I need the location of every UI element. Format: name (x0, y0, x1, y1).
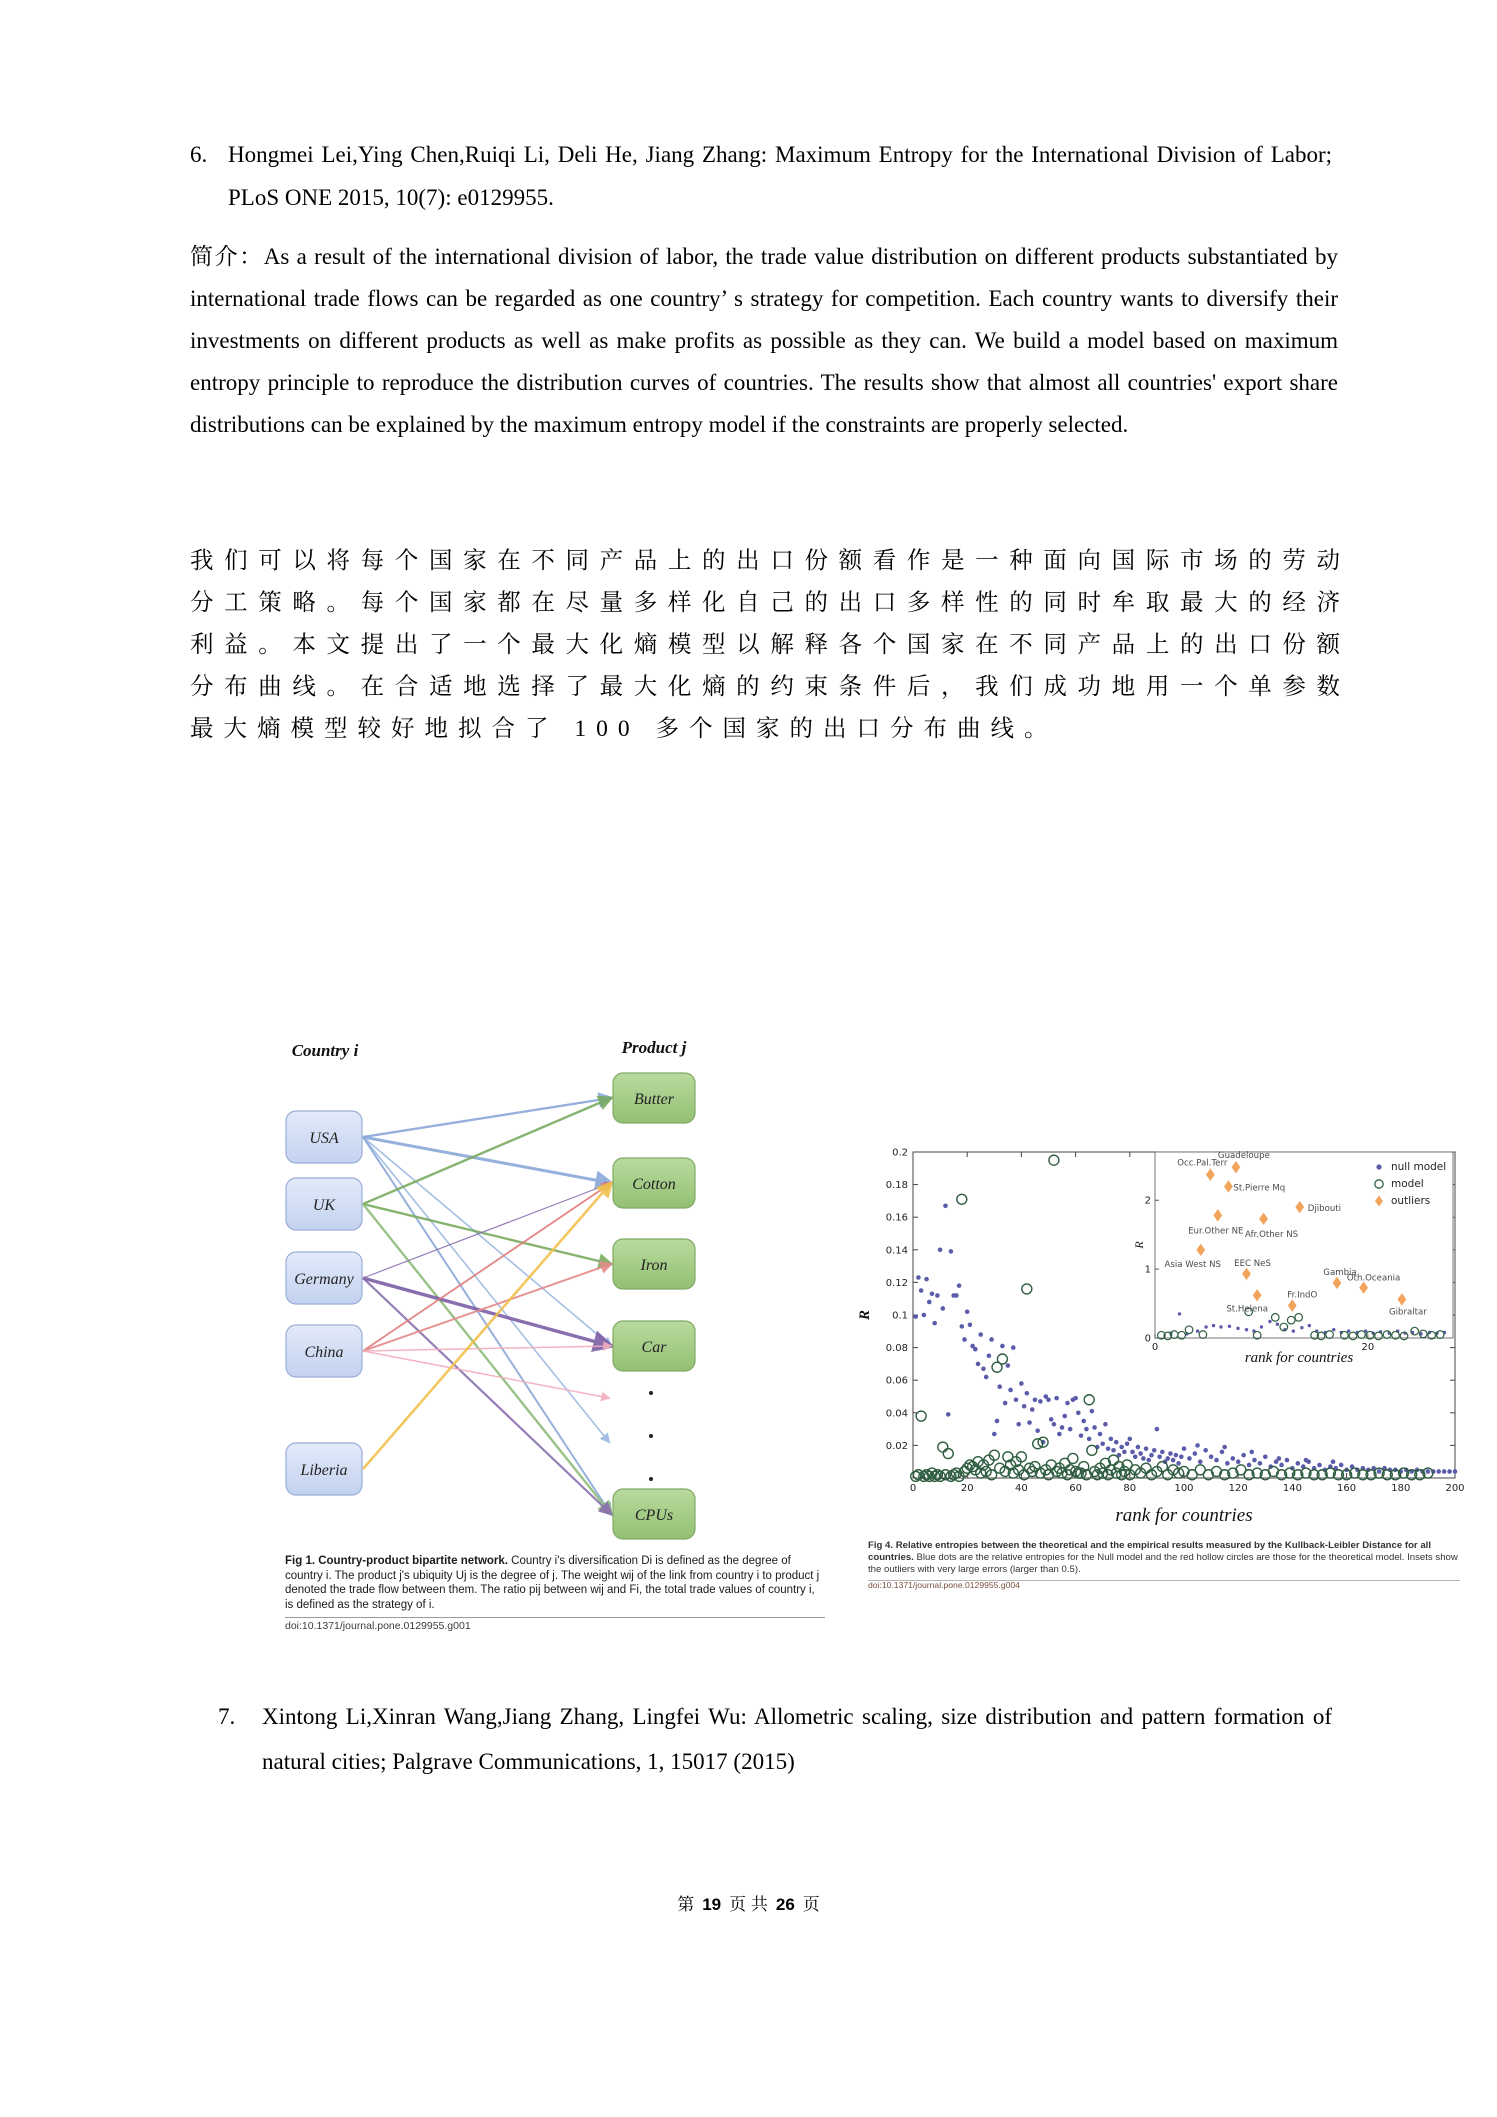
svg-text:outliers: outliers (1391, 1195, 1431, 1207)
svg-text:0: 0 (909, 1483, 917, 1494)
svg-text:1: 1 (1144, 1264, 1151, 1276)
svg-text:2: 2 (1144, 1195, 1151, 1207)
outlier-label: Eur.Other NE (1188, 1226, 1244, 1237)
footer-suffix: 页 (802, 1895, 820, 1914)
outlier-label: Occ.Pal.Terr (1177, 1158, 1228, 1169)
fig4-xlabel: rank for countries (1115, 1505, 1253, 1526)
svg-text:0.18: 0.18 (885, 1180, 908, 1192)
svg-text:20: 20 (960, 1483, 974, 1494)
fig1-ellipsis-dot (649, 1391, 653, 1395)
outlier-label: St.Pierre Mq (1233, 1183, 1286, 1194)
svg-text:0.16: 0.16 (885, 1212, 908, 1224)
fig4-scatter-plot-figure (855, 1138, 1465, 1536)
outlier-label: EEC NeS (1234, 1258, 1271, 1269)
intro-paragraph (190, 236, 1338, 446)
outlier-label: Gambia (1323, 1267, 1357, 1278)
svg-text:100: 100 (1174, 1483, 1194, 1494)
fig1-left-column-title: Country i (291, 1041, 359, 1060)
legend-null-model-marker (1376, 1164, 1381, 1169)
outlier-label: Asia West NS (1164, 1259, 1222, 1270)
svg-text:0: 0 (1151, 1342, 1159, 1353)
svg-text:Germany: Germany (294, 1271, 354, 1288)
svg-text:model: model (1391, 1178, 1424, 1190)
citation-6-text: Hongmei Lei,Ying Chen,Ruiqi Li, Deli He, Jiang Zhang: Maximum Entropy for the International Division of Labor; PLoS ONE 2015, 10(7): e0129955. (228, 142, 1332, 210)
svg-text:UK: UK (312, 1197, 336, 1214)
fig1-ellipsis-dot (649, 1477, 653, 1481)
fig4-ylabel: R (857, 1309, 873, 1321)
citation-6-number: 6. (190, 142, 208, 167)
fig4-caption (868, 1540, 1460, 1581)
svg-text:Butter: Butter (634, 1091, 674, 1108)
svg-text:0.12: 0.12 (885, 1277, 908, 1289)
outlier-label: Gibraltar (1388, 1307, 1427, 1318)
fig4-caption-lead: Fig 4. Relative entropies between the theoretical and the empirical results measured by the Kullback-Leibler Distance for all countries. (868, 1540, 1432, 1564)
outlier-label: Afr.Other NS (1245, 1229, 1299, 1240)
citation-item-7 (218, 1694, 1332, 1784)
footer-total-pages: 26 (775, 1895, 795, 1914)
outlier-label: Oth.Oceania (1346, 1273, 1401, 1284)
outlier-label: Fr.IndO (1287, 1290, 1318, 1301)
intro-text: As a result of the international division of labor, the trade value distribution on different products substantiated by international trade flows can be regarded as one country’ s strategy for competition. Each country wants to diversify their investments on different products as well as make profits as possible as they can. We build a model based on maximum entropy principle to reproduce the distribution curves of countries. The results show that almost all countries' export share distributions can be explained by the maximum entropy model if the constraints are properly selected. (190, 244, 1339, 437)
svg-text:0.04: 0.04 (885, 1408, 908, 1420)
svg-text:80: 80 (1123, 1483, 1137, 1494)
svg-text:Iron: Iron (640, 1257, 668, 1274)
svg-text:0.14: 0.14 (885, 1245, 908, 1257)
svg-text:Liberia: Liberia (300, 1462, 348, 1479)
svg-text:200: 200 (1445, 1483, 1465, 1494)
fig1-ellipsis-dot (649, 1434, 653, 1438)
fig1-bipartite-network-figure (283, 1038, 827, 1558)
fig4-doi: doi:10.1371/journal.pone.0129955.g004 (868, 1580, 1020, 1590)
svg-text:60: 60 (1069, 1483, 1082, 1494)
svg-text:160: 160 (1337, 1483, 1357, 1494)
intro-label: 简介： (190, 244, 264, 269)
outlier-label: Guadeloupe (1217, 1151, 1270, 1162)
svg-text:0.1: 0.1 (892, 1310, 908, 1322)
svg-text:Cotton: Cotton (632, 1176, 676, 1193)
footer-page-number: 19 (702, 1895, 722, 1914)
svg-text:40: 40 (1015, 1483, 1028, 1494)
svg-text:180: 180 (1391, 1483, 1411, 1494)
svg-text:120: 120 (1228, 1483, 1248, 1494)
citation-item-6 (190, 133, 1332, 219)
svg-text:20: 20 (1361, 1342, 1375, 1353)
svg-text:USA: USA (309, 1130, 339, 1147)
svg-text:0.02: 0.02 (885, 1440, 908, 1452)
footer-prefix: 第 (677, 1895, 695, 1914)
svg-text:Car: Car (641, 1339, 667, 1356)
fig1-product-nodes (613, 1073, 695, 1539)
footer-middle: 页 共 (729, 1895, 768, 1914)
fig1-caption-rest: Country i's diversification Di is defined as the degree of country i. The product j's ubiquity Uj is the degree of j. The weight wij of the link from country i to product j denoted the trade flow between them. The ratio pij between wij and Fi, the total trade values of country i, is defined as the strategy of i. (285, 1555, 820, 1611)
fig1-right-column-title: Product j (621, 1038, 687, 1057)
svg-text:China: China (304, 1344, 344, 1361)
page-footer (0, 1890, 1497, 1915)
outlier-label: St.Helena (1226, 1304, 1269, 1315)
fig4-inset-ylabel: R (1132, 1241, 1146, 1249)
citation-7-number: 7. (218, 1704, 236, 1729)
svg-text:null model: null model (1391, 1161, 1447, 1173)
citation-7-text: Xintong Li,Xinran Wang,Jiang Zhang, Lingfei Wu: Allometric scaling, size distribution and pattern formation of natural cities; Palgrave Communications, 1, 15017 (2015) (262, 1704, 1332, 1774)
chinese-paragraph: 我们可以将每个国家在不同产品上的出口份额看作是一种面向国际市场的劳动分工策略。每个国家都在尽量多样化自己的出口多样性的同时牟取最大的经济利益。本文提出了一个最大化熵模型以解释各个国家在不同产品上的出口份额分布曲线。在合适地选择了最大化熵的约束条件后，我们成功地用一个单参数最大熵模型较好地拟合了 100 多个国家的出口分布曲线。 (190, 548, 1350, 742)
fig1-caption (285, 1554, 825, 1618)
fig1-caption-lead: Fig 1. Country-product bipartite network. (285, 1555, 508, 1567)
fig1-edges (363, 1098, 611, 1514)
fig4-caption-rest: Blue dots are the relative entropies for the Null model and the red hollow circles are those for the theoretical model. Insets show the outliers with very large errors (larger than 0.5). (868, 1552, 1458, 1576)
svg-text:0: 0 (1144, 1333, 1151, 1345)
fig4-inset-xlabel: rank for countries (1244, 1350, 1354, 1366)
fig1-doi: doi:10.1371/journal.pone.0129955.g001 (285, 1620, 471, 1632)
svg-text:0.08: 0.08 (885, 1343, 908, 1355)
outlier-label: Djibouti (1307, 1204, 1342, 1215)
svg-text:0.2: 0.2 (892, 1147, 908, 1159)
svg-text:CPUs: CPUs (634, 1507, 674, 1524)
svg-text:0.06: 0.06 (885, 1375, 908, 1387)
svg-text:140: 140 (1282, 1483, 1302, 1494)
fig1-country-nodes (286, 1111, 362, 1495)
